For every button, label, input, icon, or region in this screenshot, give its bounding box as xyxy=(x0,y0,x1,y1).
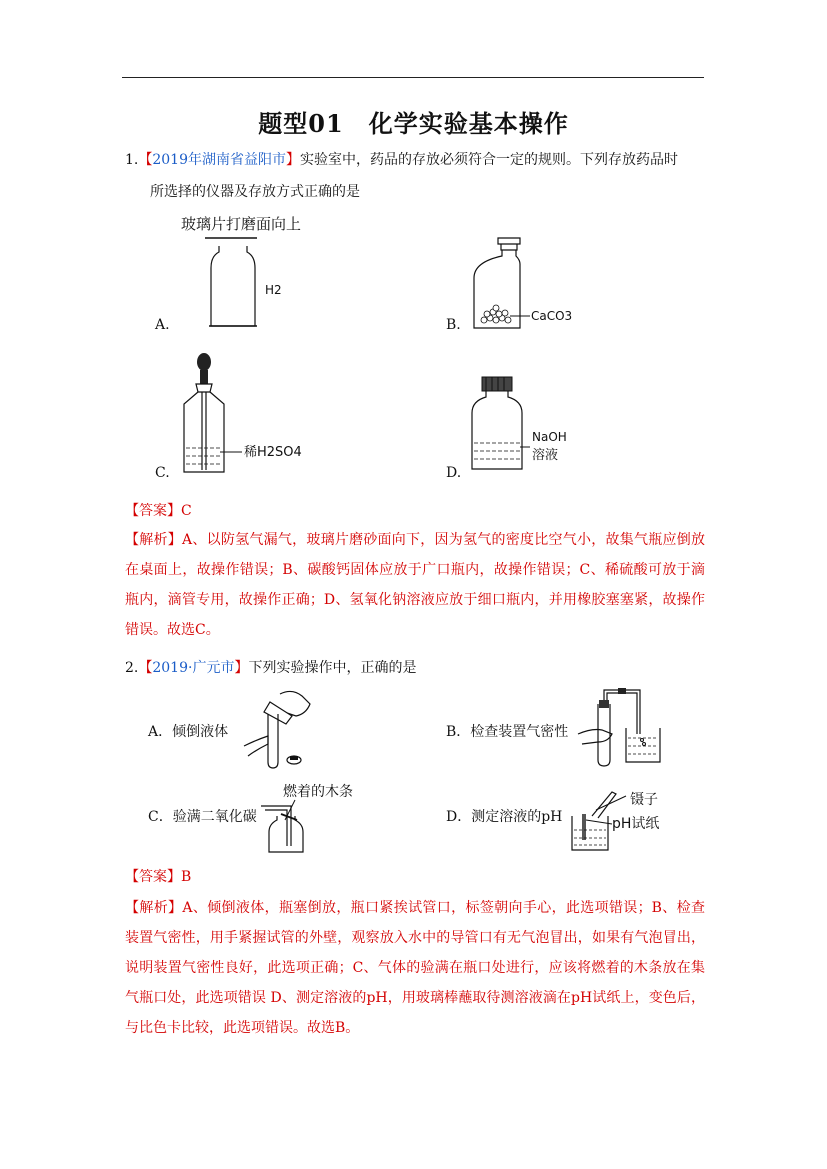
q1-option-b-label: B. xyxy=(446,317,461,333)
delivery-tube xyxy=(261,806,291,846)
q2-option-a-label: A．倾倒液体 xyxy=(148,724,229,740)
dropper-bulb xyxy=(197,353,211,371)
q1-option-d-figure xyxy=(468,373,608,475)
q2-option-c-figure xyxy=(255,780,375,856)
q2-d-caption-1: 镊子 xyxy=(630,792,658,808)
test-tube xyxy=(268,714,278,768)
q1-b-substance: CaCO3 xyxy=(531,309,573,323)
q2-answer: 【答案】B xyxy=(125,869,192,885)
q2-option-b-label: B．检查装置气密性 xyxy=(446,724,569,740)
test-tube xyxy=(598,704,610,766)
q1-number: 1. xyxy=(125,152,139,168)
q1-stem-line2: 所选择的仪器及存放方式正确的是 xyxy=(150,184,360,200)
q1-option-d-label: D. xyxy=(446,465,462,481)
q1-stem: 1.【2019年湖南省益阳市】实验室中，药品的存放必须符合一定的规则。下列存放药品时 xyxy=(125,152,678,168)
q1-source: 2019年湖南省益阳市 xyxy=(152,152,286,168)
q1-option-a-label: A. xyxy=(155,317,170,333)
q1-c-substance: 稀H2SO4 xyxy=(244,445,302,460)
hand-bottom xyxy=(244,736,268,756)
ph-paper xyxy=(582,814,586,840)
q2-explanation: 【解析】A、倾倒液体，瓶塞倒放，瓶口紧挨试管口，标签朝向手心，此选项错误；B、检查装置气密性，用手紧握试管的外壁，观察放入水中的导管口有无气泡冒出，如果有气泡冒出，说明装置气密性良好，此选项正确；C、气体的验满在瓶口处进行，应该将燃着的木条放在集气瓶口处，此选项错误 D、测定溶液的pH，用玻璃棒蘸取待测溶液滴在pH试纸上，变色后，与比色卡比较，此选项错误。故选B。 xyxy=(125,900,705,1036)
caco3-pellets xyxy=(481,305,511,323)
q1-a-caption: 玻璃片打磨面向上 xyxy=(181,215,302,233)
narrow-mouth-bottle xyxy=(472,391,522,469)
q1-option-c-figure xyxy=(180,348,320,478)
q1-d-substance-1: NaOH xyxy=(532,430,567,444)
gas-jar xyxy=(211,246,255,326)
hand xyxy=(578,730,612,745)
q2-option-d-label: D．测定溶液的pH xyxy=(446,809,563,825)
q2-c-caption: 燃着的木条 xyxy=(283,784,353,800)
q2-option-b-figure xyxy=(578,684,668,770)
q2-option-a-figure xyxy=(240,686,330,770)
q2-number: 2. xyxy=(125,660,139,676)
q2-source: 2019·广元市 xyxy=(152,660,235,676)
q2-stem: 2.【2019·广元市】下列实验操作中，正确的是 xyxy=(125,660,417,676)
page-title: 题型01 化学实验基本操作 xyxy=(258,109,569,138)
q2-option-d-figure xyxy=(568,780,678,856)
tweezers xyxy=(592,792,616,818)
q1-explanation: 【解析】A、以防氢气漏气，玻璃片磨砂面向下，因为氢气的密度比空气小，故集气瓶应倒放在桌面上，故操作错误；B、碳酸钙固体应放于广口瓶内，故操作错误；C、稀硫酸可放于滴瓶内，滴管专用，故操作正确；D、氢氧化钠溶液应放于细口瓶内，并用橡胶塞塞紧，故操作错误。故选C。 xyxy=(125,532,705,638)
bubble xyxy=(641,739,644,742)
q1-a-substance: H2 xyxy=(265,283,282,297)
stopper xyxy=(498,238,520,244)
q1-answer: 【答案】C xyxy=(125,503,192,519)
q1-d-substance-2: 溶液 xyxy=(532,448,559,463)
gas-jar xyxy=(269,816,303,852)
q2-d-caption-2: pH试纸 xyxy=(612,816,660,832)
q1-option-c-label: C. xyxy=(155,465,170,481)
q2-option-c-label: C．验满二氧化碳 xyxy=(148,809,257,825)
q1-option-a-figure xyxy=(175,212,315,332)
q1-option-b-figure xyxy=(470,232,610,332)
dropper-bottle xyxy=(184,392,224,472)
header-rule xyxy=(122,77,704,78)
